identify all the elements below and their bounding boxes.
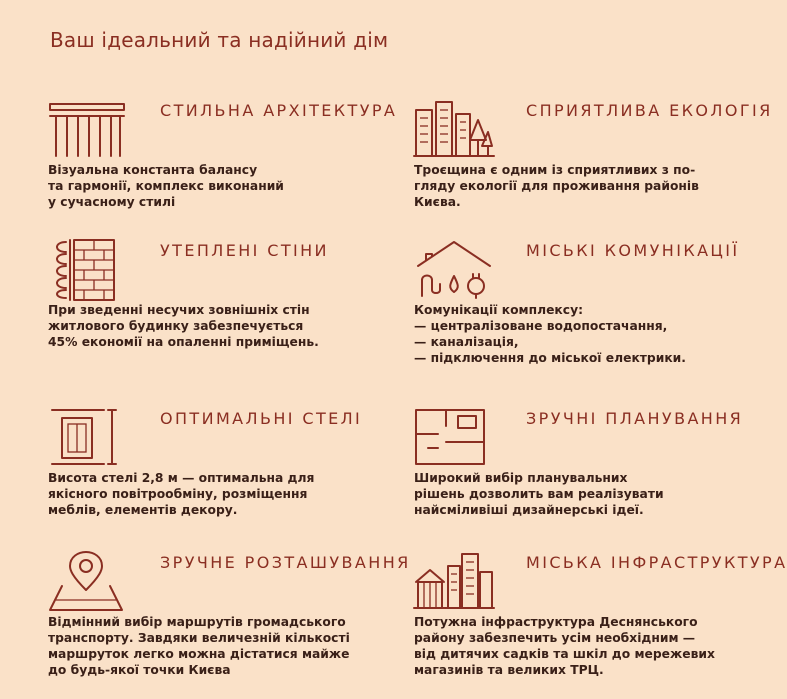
- feature-heading: МІСЬКА ІНФРАСТРУКТУРА: [526, 553, 787, 572]
- feature-description: Висота стелі 2,8 м — оптимальна для якісного повітрообміну, розміщення меблів, елементів декору.: [48, 471, 315, 517]
- floor-plan-icon: [414, 408, 494, 468]
- feature-description: При зведенні несучих зовнішніх стін житлового будинку забезпечується 45% економії на опаленні приміщень.: [48, 303, 319, 349]
- brick-wall-insulation-icon: [48, 240, 128, 300]
- feature-description: Відмінний вибір маршрутів громадського транспорту. Завдяки величезній кількості маршруток легко можна дістатися майже до будь-якої точки Києва: [48, 615, 350, 677]
- city-trees-icon: [414, 100, 494, 160]
- map-pin-icon: [48, 552, 128, 612]
- feature-description: Широкий вибір планувальних рішень дозволить вам реалізувати найсміливіші дизайнерські ідеї.: [414, 471, 664, 517]
- feature-heading: ОПТИМАЛЬНІ СТЕЛІ: [160, 409, 363, 428]
- feature-heading: СТИЛЬНА АРХІТЕКТУРА: [160, 101, 398, 120]
- building-columns-icon: [48, 100, 128, 160]
- feature-description: Візуальна константа балансу та гармонії, комплекс виконаний у сучасному стилі: [48, 163, 284, 209]
- feature-description: Потужна інфраструктура Деснянського району забезпечить усім необхідним — від дитячих садків та шкіл до мережевих магазинів та великих ТРЦ.: [414, 615, 715, 677]
- feature-heading: УТЕПЛЕНІ СТІНИ: [160, 241, 329, 260]
- feature-heading: ЗРУЧНЕ РОЗТАШУВАННЯ: [160, 553, 411, 572]
- page-title: Ваш ідеальний та надійний дім: [50, 28, 389, 52]
- feature-heading: МІСЬКІ КОМУНІКАЦІЇ: [526, 241, 740, 260]
- feature-description: Комунікації комплексу: — централізоване водопостачання, — каналізація, — підключення до міської електрики.: [414, 303, 686, 365]
- feature-description: Троєщина є одним із сприятливих з по- гляду екології для проживання районів Києва.: [414, 163, 699, 209]
- house-utilities-icon: [414, 240, 494, 300]
- feature-heading: ЗРУЧНІ ПЛАНУВАННЯ: [526, 409, 744, 428]
- feature-heading: СПРИЯТЛИВА ЕКОЛОГІЯ: [526, 101, 773, 120]
- city-infrastructure-icon: [414, 552, 494, 612]
- ceiling-height-icon: [48, 408, 128, 468]
